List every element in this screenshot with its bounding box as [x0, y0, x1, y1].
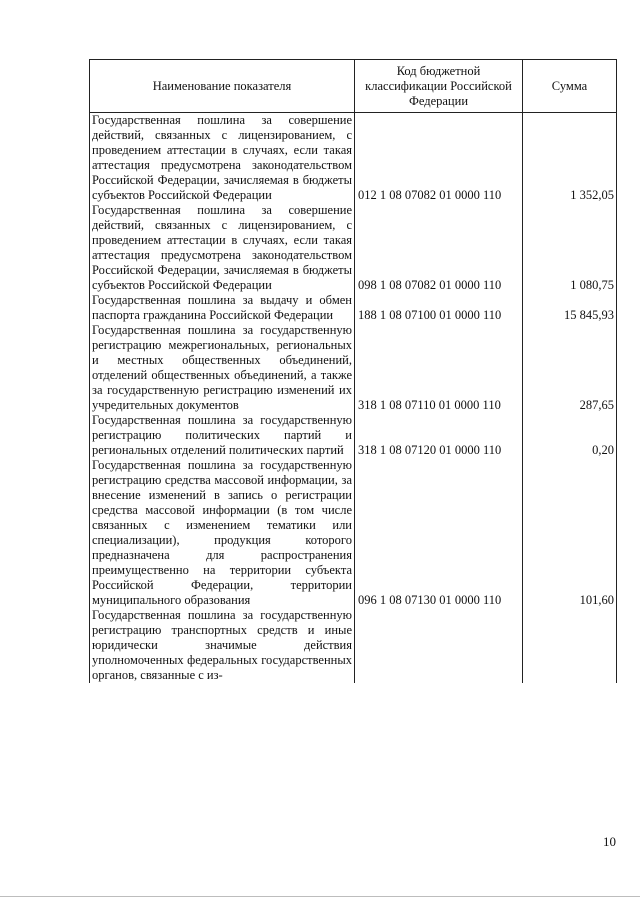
row-amount: 101,60: [523, 458, 617, 608]
row-amount: 287,65: [523, 323, 617, 413]
row-indicator-name: Государственная пошлина за совершение действий, связанных с лицензированием, с проведением аттестации в случаях, если такая аттестация предусмотрена законодательством Российской Федерации, зачисляемая в бюджеты субъектов Российской Федерации: [90, 203, 355, 293]
page-bottom-margin: [60, 819, 640, 905]
row-indicator-name: Государственная пошлина за государственную регистрацию политических партий и региональных отделений политических партий: [90, 413, 355, 458]
table-row: [90, 608, 617, 683]
row-budget-code: 096 1 08 07130 01 0000 110: [355, 458, 523, 608]
row-indicator-name: Государственная пошлина за государственную регистрацию средства массовой информации, за внесение изменений в запись о регистрации средства массовой информации (в том числе связанных с изменением тематики или специализации), продукция которого предназначена для распространения преимущественно на территории субъекта Российской Федерации, территории муниципального образования: [90, 458, 355, 608]
row-budget-code: 318 1 08 07120 01 0000 110: [355, 413, 523, 458]
header-indicator-name: Наименование показателя: [90, 60, 355, 113]
row-budget-code: 098 1 08 07082 01 0000 110: [355, 203, 523, 293]
row-budget-code: 012 1 08 07082 01 0000 110: [355, 113, 523, 204]
row-budget-code: 318 1 08 07110 01 0000 110: [355, 323, 523, 413]
row-amount: 0,20: [523, 413, 617, 458]
row-indicator-name: Государственная пошлина за выдачу и обмен паспорта гражданина Российской Федерации: [90, 293, 355, 323]
page-edge-divider: [0, 896, 640, 897]
row-indicator-name: Государственная пошлина за государственную регистрацию межрегиональных, региональных и местных общественных объединений, отделений общественных объединений, а также за государственную регистрацию изменений их учредительных документов: [90, 323, 355, 413]
row-amount: [523, 608, 617, 683]
table-header-row: [90, 60, 617, 113]
row-amount: 1 352,05: [523, 113, 617, 204]
table-row: [90, 293, 617, 323]
page-number: 10: [603, 834, 616, 849]
header-budget-code: Код бюджетной классификации Российской Федерации: [355, 60, 523, 113]
table-row: [90, 113, 617, 204]
table-row: [90, 323, 617, 413]
row-amount: 15 845,93: [523, 293, 617, 323]
table-row: [90, 458, 617, 608]
row-indicator-name: Государственная пошлина за совершение действий, связанных с лицензированием, с проведением аттестации в случаях, если такая аттестация предусмотрена законодательством Российской Федерации, зачисляемая в бюджеты субъектов Российской Федерации: [90, 113, 355, 204]
row-amount: 1 080,75: [523, 203, 617, 293]
header-amount: Сумма: [523, 60, 617, 113]
row-indicator-name: Государственная пошлина за государственную регистрацию транспортных средств и иные юридически значимые действия уполномоченных федеральных государственных органов, связанные с из-: [90, 608, 355, 683]
row-budget-code: 188 1 08 07100 01 0000 110: [355, 293, 523, 323]
table-row: [90, 413, 617, 458]
row-budget-code: [355, 608, 523, 683]
budget-revenue-table: [89, 59, 617, 683]
table-row: [90, 203, 617, 293]
